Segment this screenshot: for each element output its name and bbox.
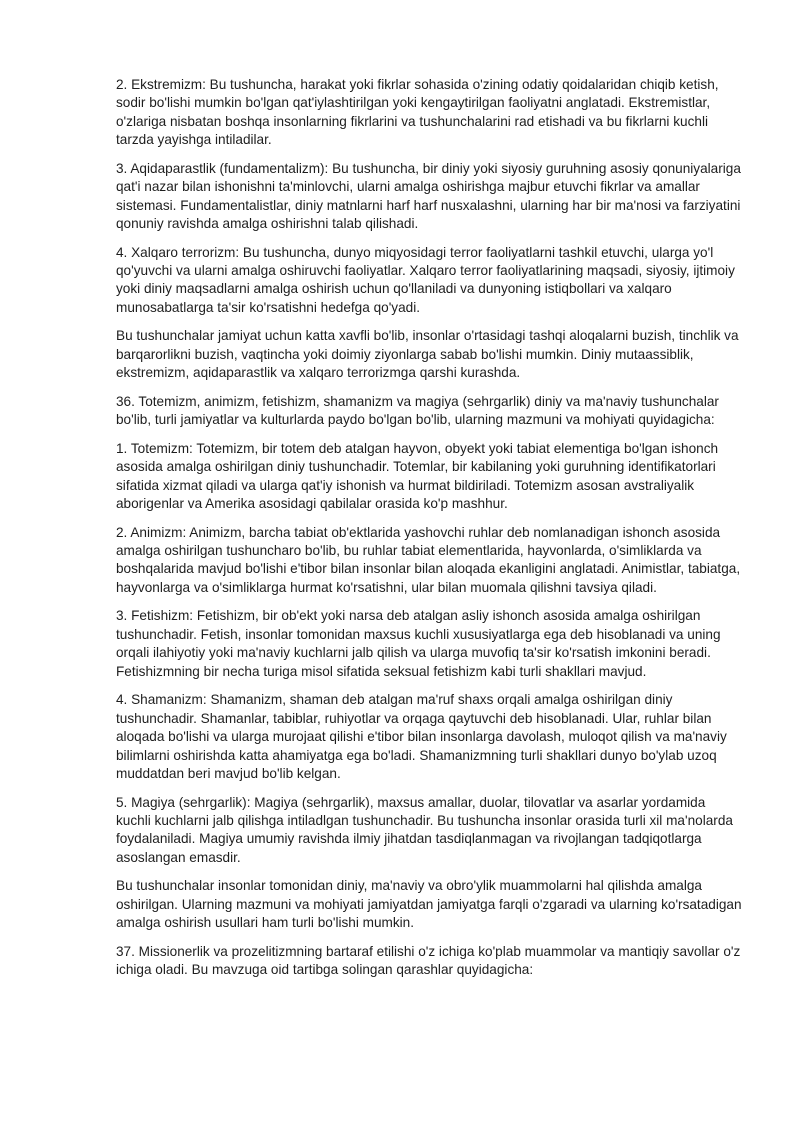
document-page — [116, 76, 742, 990]
paragraph-shamanism: 4. Shamanizm: Shamanizm, shaman deb atalgan ma'ruf shaxs orqali amalga oshirilgan diniy tushunchadir. Shamanlar, tabiblar, ruhiyotlar va orqaga qaytuvchi deb hisoblanadi. Ular, ruhlar bilan aloqada bo'lishi va ularga murojaat qilishi e'tibor bilan insonlarga davolash, muloqot qilish va ma'naviy bilimlarni oshirishda katta ahamiyatga ega bo'ladi. Shamanizmning turli shakllari dunyo bo'ylab uzoq muddatdan beri mavjud bo'lib kelgan. — [116, 692, 727, 781]
paragraph-summary-dangers: Bu tushunchalar jamiyat uchun katta xavfli bo'lib, insonlar o'rtasidagi tashqi aloqalarni buzish, tinchlik va barqarorlikni buzish, vaqtincha yoki doimiy ziyonlarga sabab bo'lishi mumkin. Diniy mutaassiblik, ekstremizm, aqidaparastlik va xalqaro terrorizmga qarshi kurashda. — [116, 328, 739, 381]
paragraph-fundamentalism: 3. Aqidaparastlik (fundamentalizm): Bu tushuncha, bir diniy yoki siyosiy guruhning asosiy qonuniyalariga qat'i nazar bilan ishonishni ta'minlovchi, ularni amalga oshirishga majbur etuvchi fikrlar va amallar sistemasi. Fundamentalistlar, diniy matnlarni harf harf nusxalashni, ularning har bir ma'nosi va farziyatini qonuniy ravishda amalga oshirishni talab qilishadi. — [116, 160, 741, 232]
paragraph-international-terrorism: 4. Xalqaro terrorizm: Bu tushuncha, dunyo miqyosidagi terror faoliyatlarni tashkil etuvchi, ularga yo'l qo'yuvchi va ularni amalga oshiruvchi faoliyatlar. Xalqaro terror faoliyatlarining maqsadi, siyosiy, ijtimoiy yoki diniy maqsadlarni amalga oshirish uchun qo'llaniladi va dunyoning istiqbollari va xalqaro munosabatlarga ta'sir ko'rsatishni hedefga qo'yadi. — [116, 244, 735, 315]
paragraph-summary-beliefs: Bu tushunchalar insonlar tomonidan diniy, ma'naviy va obro'ylik muammolarni hal qilishda amalga oshirilgan. Ularning mazmuni va mohiyati jamiyatdan jamiyatga farqli o'zgaradi va ularning ko'rsatadigan amalga oshirish usullari ham turli bo'lishi mumkin. — [116, 878, 742, 931]
paragraph-animism: 2. Animizm: Animizm, barcha tabiat ob'ektlarida yashovchi ruhlar deb nomlanadigan ishonch asosida amalga oshirilgan tushuncharo bo'lib, bu ruhlar tabiat elementlarida, hayvonlarda, o'simliklarda va boshqalarida mavjud bo'lishi e'tibor bilan insonlar bilan aloqada ekanligini anglatadi. Animistlar, tabiatga, hayvonlarga va o'simliklarga hurmat ko'rsatishni, ular bilan muomala qilishni tavsiya qiladi. — [116, 524, 741, 595]
paragraph-extremism: 2. Ekstremizm: Bu tushuncha, harakat yoki fikrlar sohasida o'zining odatiy qoidalaridan chiqib ketish, sodir bo'lishi mumkin bo'lgan qat'iylashtirilgan yoki kengaytirilgan faoliyatni anglatadi. Ekstremistlar, o'zlariga nisbatan boshqa insonlarning fikrlarini va tushunchalarini rad etishadi va bu fikrlarni kuchli tarzda yayishga intiladilar. — [116, 77, 719, 148]
paragraph-magic: 5. Magiya (sehrgarlik): Magiya (sehrgarlik), maxsus amallar, duolar, tilovatlar va asarlar yordamida kuchli kuchlarni jalb qilishga intiladlgan tushunchadir. Bu tushuncha insonlar orasida turli xil ma'nolarda foydalaniladi. Magiya umumiy ravishda ilmiy jihatdan tasdiqlanmagan va rivojlangan tadqiqotlarga asoslangan emasdir. — [116, 794, 733, 865]
paragraph-totemism: 1. Totemizm: Totemizm, bir totem deb atalgan hayvon, obyekt yoki tabiat elementiga bo'lgan ishonch asosida amalga oshirilgan diniy tushunchadir. Totemlar, bir kabilaning yoki guruhning identifikatorlari sifatida xizmat qiladi va ularga qat'iy ishonish va hurmat bildiriladi. Totemizm asosan avstraliyalik aborigenlar va Amerika asosidagi qabilalar orasida ko'p mashhur. — [116, 440, 719, 512]
paragraph-question-36: 36. Totemizm, animizm, fetishizm, shamanizm va magiya (sehrgarlik) diniy va ma'naviy tushunchalar bo'lib, turli jamiyatlar va kulturlarda paydo bo'lgan bo'lib, ularning mazmuni va mohiyati quyidagicha: — [116, 393, 719, 428]
paragraph-question-37: 37. Missionerlik va prozelitizmning bartaraf etilishi o'z ichiga ko'plab muammolar va mantiqiy savollar o'z ichiga oladi. Bu mavzuga oid tartibga solingan qarashlar quyidagicha: — [116, 943, 741, 978]
paragraph-fetishism: 3. Fetishizm: Fetishizm, bir ob'ekt yoki narsa deb atalgan asliy ishonch asosida amalga oshirilgan tushunchadir. Fetish, insonlar tomonidan maxsus kuchli xususiyatlarga ega deb hisoblanadi va uning orqali ilahiyotiy yoki ma'naviy kuchlarni jalb qilish va ularga muvofiq ta'sir ko'rsatish imkonini beradi. Fetishizmning bir necha turiga misol sifatida seksual fetishizm kabi turli shakllari mavjud. — [116, 608, 721, 679]
